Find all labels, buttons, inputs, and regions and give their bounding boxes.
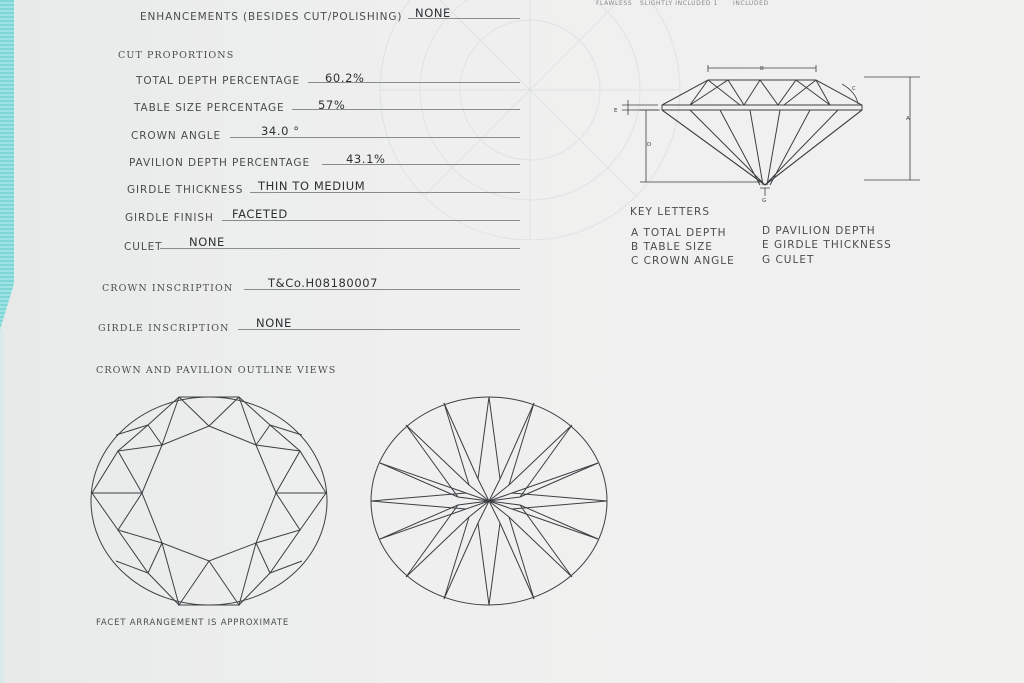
key-letters-heading: KEY LETTERS (630, 206, 710, 218)
profile-diagram (610, 60, 930, 205)
certificate-border-lower (0, 330, 4, 683)
enhancements-label: ENHANCEMENTS (BESIDES CUT/POLISHING) (140, 11, 403, 23)
key-letter-item: E GIRDLE THICKNESS (762, 239, 892, 251)
certificate-border (0, 0, 14, 330)
key-letter-item: G CULET (762, 254, 815, 266)
pavilion-depth-value: 43.1% (346, 152, 386, 166)
girdle-finish-rule (222, 220, 520, 221)
total-depth-value: 60.2% (325, 71, 365, 85)
profile-letter-c: C (852, 86, 856, 92)
clarity-scale-label: SLIGHTLY INCLUDED 1 (640, 0, 718, 7)
key-letter-item: D PAVILION DEPTH (762, 225, 876, 237)
pavilion-view-diagram (366, 393, 612, 613)
crown-angle-label: CROWN ANGLE (131, 130, 222, 142)
girdle-inscription-value: NONE (256, 316, 292, 330)
girdle-inscription-label: GIRDLE INSCRIPTION (98, 323, 230, 334)
girdle-thickness-rule (250, 192, 520, 193)
crown-inscription-value: T&Co.H08180007 (268, 276, 379, 290)
pavilion-depth-label: PAVILION DEPTH PERCENTAGE (129, 157, 310, 169)
crown-angle-rule (230, 137, 520, 138)
enhancements-rule (408, 18, 520, 19)
girdle-thickness-label: GIRDLE THICKNESS (127, 184, 244, 196)
profile-letter-g: G (762, 198, 767, 204)
pavilion-depth-rule (322, 164, 520, 165)
key-letter-item: C CROWN ANGLE (631, 255, 735, 267)
total-depth-label: TOTAL DEPTH PERCENTAGE (136, 75, 301, 87)
enhancements-value: NONE (415, 6, 451, 20)
cut-proportions-heading: CUT PROPORTIONS (118, 50, 235, 61)
culet-rule (160, 248, 520, 249)
girdle-inscription-rule (238, 329, 520, 330)
girdle-finish-label: GIRDLE FINISH (125, 212, 214, 224)
facet-footnote: FACET ARRANGEMENT IS APPROXIMATE (96, 618, 290, 628)
crown-inscription-label: CROWN INSCRIPTION (102, 283, 234, 294)
crown-angle-value: 34.0 ° (261, 124, 300, 138)
girdle-thickness-value: THIN TO MEDIUM (258, 179, 366, 193)
outline-views-heading: CROWN AND PAVILION OUTLINE VIEWS (96, 365, 337, 376)
profile-letter-d: D (647, 142, 652, 148)
girdle-finish-value: FACETED (232, 207, 288, 221)
key-letter-item: B TABLE SIZE (631, 241, 713, 253)
culet-value: NONE (189, 235, 225, 249)
key-letter-item: A TOTAL DEPTH (631, 227, 727, 239)
total-depth-rule (308, 82, 520, 83)
profile-letter-b: B (760, 66, 764, 72)
clarity-scale-label: INCLUDED (733, 0, 769, 7)
culet-label: CULET (124, 241, 163, 253)
profile-letter-e: E (614, 108, 618, 114)
clarity-scale-label: FLAWLESS (596, 0, 633, 7)
table-size-value: 57% (318, 98, 346, 112)
profile-letter-a: A (906, 116, 910, 122)
table-size-label: TABLE SIZE PERCENTAGE (134, 102, 285, 114)
table-size-rule (292, 109, 520, 110)
crown-view-diagram (86, 393, 332, 613)
crown-inscription-rule (244, 289, 520, 290)
